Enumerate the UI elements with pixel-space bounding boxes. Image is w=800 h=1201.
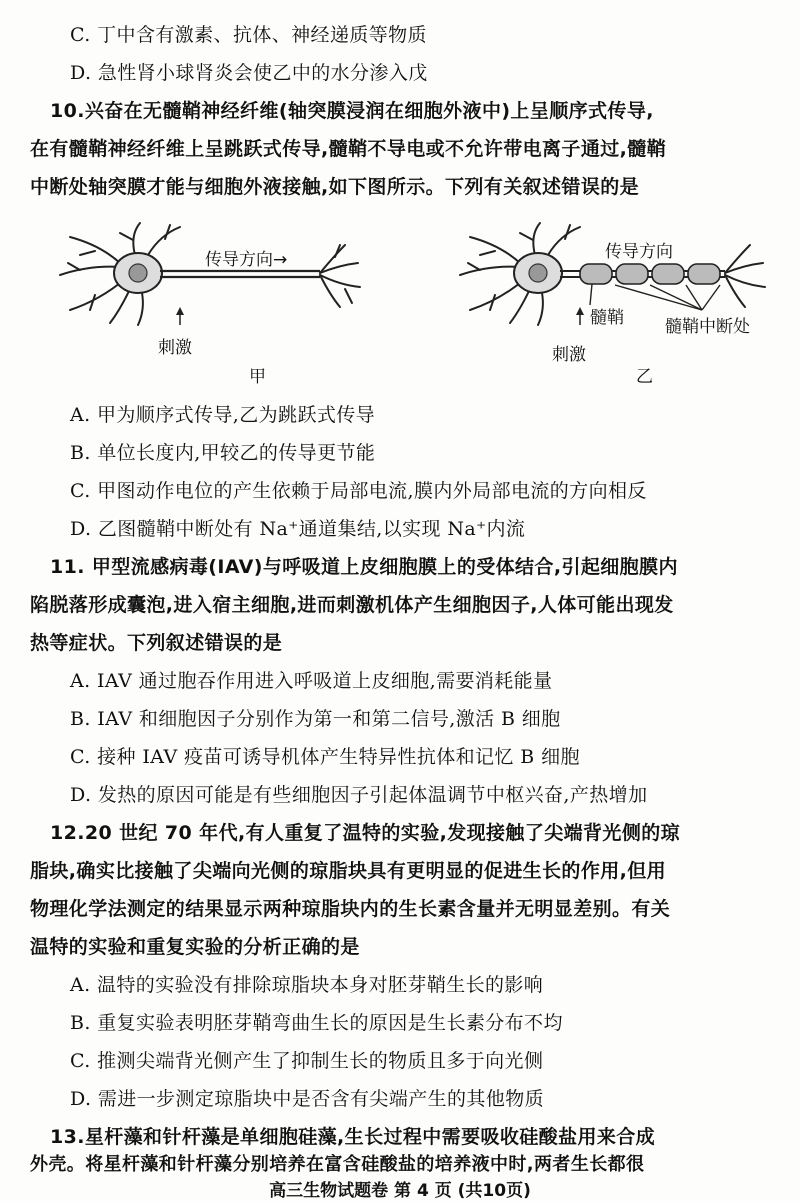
q11-option-c: C. 接种 IAV 疫苗可诱导机体产生特异性抗体和记忆 B 细胞	[70, 746, 580, 768]
yi-stimulus-label: 刺激	[552, 345, 586, 365]
yi-direction-label: 传导方向	[605, 242, 673, 262]
q10-stem-line-3: 中断处轴突膜才能与细胞外液接触,如下图所示。下列有关叙述错误的是	[30, 176, 640, 198]
yi-gap-label: 髓鞘中断处	[665, 317, 750, 337]
q12-stem-line-3: 物理化学法测定的结果显示两种琼脂块内的生长素含量并无明显差别。有关	[30, 898, 671, 920]
figure-jia-unmyelinated-neuron	[40, 215, 370, 358]
option-c-prev: C. 丁中含有激素、抗体、神经递质等物质	[70, 24, 427, 46]
q11-stem-line-2: 陷脱落形成囊泡,进入宿主细胞,进而刺激机体产生细胞因子,人体可能出现发	[30, 594, 674, 616]
q10-stem-line-1: 10.兴奋在无髓鞘神经纤维(轴突膜浸润在细胞外液中)上呈顺序式传导,	[50, 100, 654, 122]
option-d-prev: D. 急性肾小球肾炎会使乙中的水分渗入戊	[70, 62, 428, 84]
q12-stem-line-2: 脂块,确实比接触了尖端向光侧的琼脂块具有更明显的促进生长的作用,但用	[30, 860, 667, 882]
q13-stem-line-1: 13.星杆藻和针杆藻是单细胞硅藻,生长过程中需要吸收硅酸盐用来合成	[50, 1126, 656, 1148]
q10-stem-line-2: 在有髓鞘神经纤维上呈跳跃式传导,髓鞘不导电或不允许带电离子通过,髓鞘	[30, 138, 667, 160]
jia-direction-label: 传导方向→	[205, 250, 288, 270]
q10-option-c: C. 甲图动作电位的产生依赖于局部电流,膜内外局部电流的方向相反	[70, 480, 647, 502]
q11-option-b: B. IAV 和细胞因子分别作为第一和第二信号,激活 B 细胞	[70, 708, 561, 730]
q10-option-b: B. 单位长度内,甲较乙的传导更节能	[70, 442, 376, 464]
q12-option-d: D. 需进一步测定琼脂块中是否含有尖端产生的其他物质	[70, 1088, 545, 1110]
q11-stem-line-1: 11. 甲型流感病毒(IAV)与呼吸道上皮细胞膜上的受体结合,引起细胞膜内	[50, 556, 678, 578]
q12-stem-line-4: 温特的实验和重复实验的分析正确的是	[30, 936, 360, 958]
q12-option-b: B. 重复实验表明胚芽鞘弯曲生长的原因是生长素分布不均	[70, 1012, 563, 1034]
q11-stem-line-3: 热等症状。下列叙述错误的是	[30, 632, 283, 654]
figure-yi-caption: 乙	[636, 367, 653, 387]
q13-stem-line-2: 外壳。将星杆藻和针杆藻分别培养在富含硅酸盐的培养液中时,两者生长都很	[30, 1154, 645, 1175]
page-footer: 高三生物试题卷 第 4 页 (共10页)	[269, 1181, 531, 1201]
jia-stimulus-label: 刺激	[158, 338, 192, 358]
q12-option-c: C. 推测尖端背光侧产生了抑制生长的物质且多于向光侧	[70, 1050, 544, 1072]
q11-option-a: A. IAV 通过胞吞作用进入呼吸道上皮细胞,需要消耗能量	[70, 670, 553, 692]
yi-myelin-label: 髓鞘	[590, 308, 624, 328]
q10-option-d: D. 乙图髓鞘中断处有 Na⁺通道集结,以实现 Na⁺内流	[70, 518, 526, 540]
q12-option-a: A. 温特的实验没有排除琼脂块本身对胚芽鞘生长的影响	[70, 974, 544, 996]
q10-option-a: A. 甲为顺序式传导,乙为跳跃式传导	[70, 404, 376, 426]
q11-option-d: D. 发热的原因可能是有些细胞因子引起体温调节中枢兴奋,产热增加	[70, 784, 648, 806]
figure-yi-myelinated-neuron	[440, 215, 780, 365]
q12-stem-line-1: 12.20 世纪 70 年代,有人重复了温特的实验,发现接触了尖端背光侧的琼	[50, 822, 681, 844]
figure-jia-caption: 甲	[249, 367, 266, 387]
